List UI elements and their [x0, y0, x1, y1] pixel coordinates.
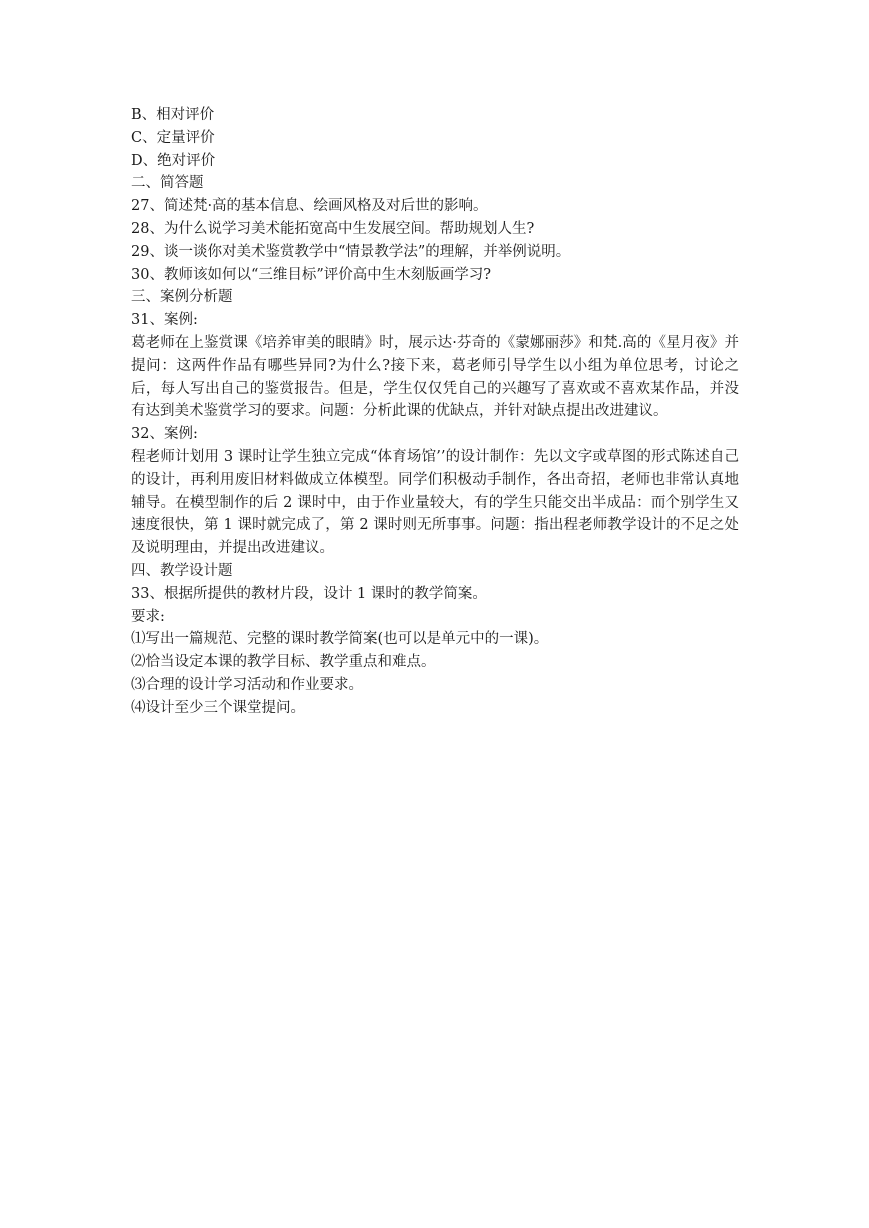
requirement-3: ⑶合理的设计学习活动和作业要求。	[131, 676, 363, 693]
option-b: B、相对评价	[131, 107, 215, 123]
section-heading-teaching-design: 四、教学设计题	[131, 562, 233, 579]
section-heading-case-analysis: 三、案例分析题	[131, 289, 233, 306]
question-27: 27、简述梵·高的基本信息、绘画风格及对后世的影响。	[131, 198, 488, 215]
case-31-text: 葛老师在上鉴赏课《培养审美的眼睛》时，展示达·芬奇的《蒙娜丽莎》和梵.高的《星月夜》并提问：这两件作品有哪些异同?为什么?接下来，葛老师引导学生以小组为单位思考，讨论之后，每人写出自己的鉴赏报告。但是，学生仅仅凭自己的兴趣写了喜欢或不喜欢某作品，并没有达到美术鉴赏学习的要求。问题：分析此课的优缺点，并针对缺点提出改进建议。	[131, 334, 739, 420]
requirement-4: ⑷设计至少三个课堂提问。	[131, 699, 305, 716]
question-28: 28、为什么说学习美术能拓宽高中生发展空间。帮助规划人生?	[131, 220, 535, 237]
question-31-label: 31、案例:	[131, 312, 198, 329]
requirement-1: ⑴写出一篇规范、完整的课时教学简案(也可以是单元中的一课)。	[131, 631, 549, 648]
question-32-label: 32、案例:	[131, 426, 198, 443]
page-content	[131, 104, 739, 720]
case-32-text: 程老师计划用 3 课时让学生独立完成“体育场馆’’的设计制作：先以文字或草图的形式陈述自己的设计，再利用废旧材料做成立体模型。同学们积极动手制作，各出奇招，老师也非常认真地辅导。在模型制作的后 2 课时中，由于作业量较大，有的学生只能交出半成品：而个别学生又速度很快，第 1 课时就完成了，第 2 课时则无所事事。问题：指出程老师教学设计的不足之处及说明理由，并提出改进建议。	[131, 448, 739, 557]
question-33: 33、根据所提供的教材片段，设计 1 课时的教学简案。	[131, 585, 487, 602]
option-c: C、定量评价	[131, 129, 215, 146]
question-30: 30、教师该如何以“三维目标”评价高中生木刻版画学习?	[131, 266, 492, 283]
section-heading-short-answer: 二、简答题	[131, 175, 204, 192]
question-29: 29、谈一谈你对美术鉴赏教学中“情景教学法”的理解，并举例说明。	[131, 243, 571, 260]
requirements-label: 要求:	[131, 608, 165, 625]
requirement-2: ⑵恰当设定本课的教学目标、教学重点和难点。	[131, 654, 436, 671]
option-d: D、绝对评价	[131, 152, 216, 169]
